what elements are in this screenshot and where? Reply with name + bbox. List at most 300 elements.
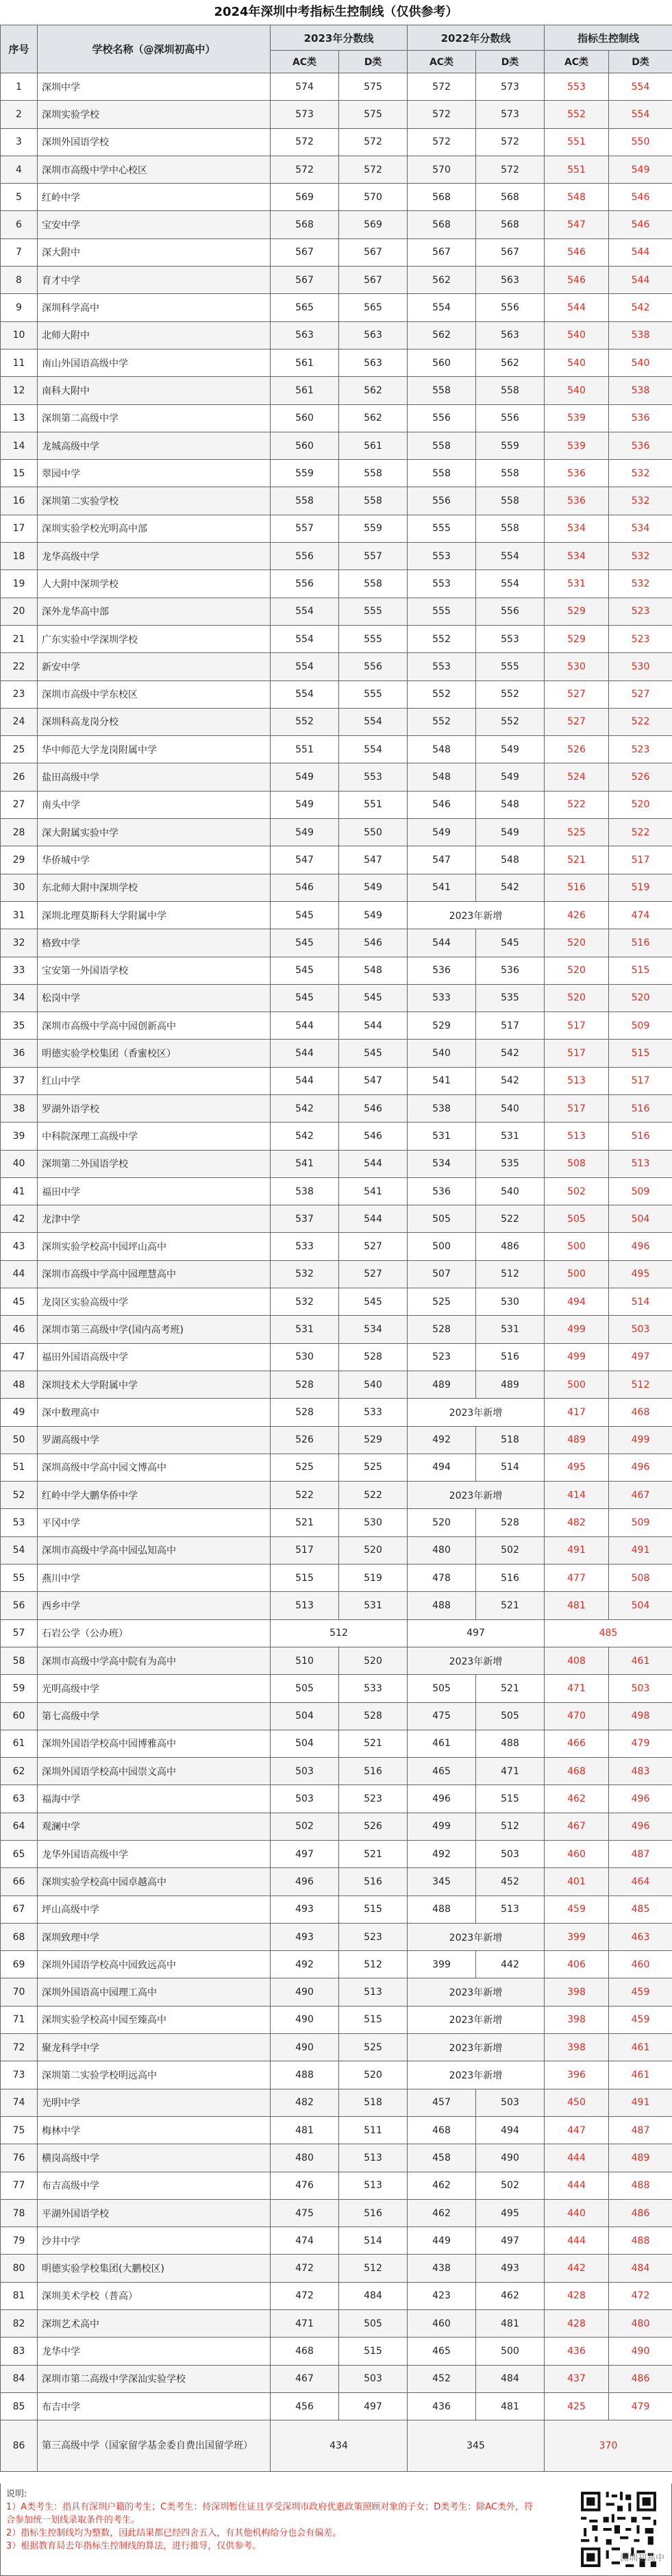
table-row bbox=[1, 1923, 672, 1950]
school-name: 深圳市第三高级中学(国内高考班) bbox=[38, 1316, 271, 1343]
control-line-ac: 495 bbox=[545, 1453, 609, 1481]
score-2022-d: 521 bbox=[476, 1592, 545, 1619]
control-line-d: 488 bbox=[609, 2172, 672, 2199]
score-2023-d: 554 bbox=[339, 736, 408, 763]
score-2023-ac: 496 bbox=[271, 1868, 339, 1896]
table-row bbox=[1, 984, 672, 1011]
table-row bbox=[1, 1896, 672, 1923]
score-2023-d: 555 bbox=[339, 680, 408, 708]
control-line-ac: 500 bbox=[545, 1371, 609, 1398]
row-seq: 27 bbox=[1, 791, 38, 818]
note-2022-new: 2023年新增 bbox=[408, 1978, 545, 2006]
score-2022-ac: 555 bbox=[408, 598, 476, 625]
row-seq: 67 bbox=[1, 1896, 38, 1923]
row-seq: 35 bbox=[1, 1012, 38, 1040]
row-seq: 75 bbox=[1, 2116, 38, 2144]
header-2023: 2023年分数线 bbox=[271, 25, 408, 51]
score-2023-ac: 545 bbox=[271, 957, 339, 984]
control-line-d: 544 bbox=[609, 238, 672, 266]
row-seq: 62 bbox=[1, 1758, 38, 1785]
table-row bbox=[1, 1343, 672, 1371]
control-line-ac: 525 bbox=[545, 819, 609, 846]
score-2022-ac: 541 bbox=[408, 874, 476, 901]
score-2023-d: 567 bbox=[339, 238, 408, 266]
control-line-ac: 513 bbox=[545, 1067, 609, 1094]
school-name: 翠园中学 bbox=[38, 460, 271, 487]
table-row bbox=[1, 1813, 672, 1840]
score-2022-ac: 465 bbox=[408, 2338, 476, 2365]
score-2023-ac: 525 bbox=[271, 1453, 339, 1481]
score-2022-ac: 572 bbox=[408, 73, 476, 101]
note-2022-new: 2023年新增 bbox=[408, 1923, 545, 1950]
table-row bbox=[1, 404, 672, 432]
score-2022-ac: 536 bbox=[408, 957, 476, 984]
score-2023-ac: 528 bbox=[271, 1399, 339, 1426]
row-seq: 69 bbox=[1, 1951, 38, 1978]
control-line-d: 496 bbox=[609, 1233, 672, 1260]
score-2022-d: 567 bbox=[476, 238, 545, 266]
control-line-d: 523 bbox=[609, 625, 672, 652]
control-line-ac: 517 bbox=[545, 1012, 609, 1040]
score-2023-ac: 560 bbox=[271, 432, 339, 459]
control-line-d: 542 bbox=[609, 294, 672, 321]
score-2023-ac: 480 bbox=[271, 2144, 339, 2172]
table-row bbox=[1, 267, 672, 294]
score-2023-ac: 544 bbox=[271, 1012, 339, 1040]
score-2023-d: 541 bbox=[339, 1177, 408, 1205]
control-line-ac: 425 bbox=[545, 2392, 609, 2420]
school-name: 深圳实验学校光明高中部 bbox=[38, 515, 271, 542]
score-2023-ac: 510 bbox=[271, 1647, 339, 1674]
control-line-d: 546 bbox=[609, 184, 672, 211]
score-2022-d: 542 bbox=[476, 1040, 545, 1067]
score-2022-d: 486 bbox=[476, 1233, 545, 1260]
row-seq: 71 bbox=[1, 2006, 38, 2033]
score-2023-d: 544 bbox=[339, 1205, 408, 1233]
score-2022-ac: 480 bbox=[408, 1536, 476, 1564]
control-line-ac: 527 bbox=[545, 708, 609, 735]
score-2022-ac: 436 bbox=[408, 2392, 476, 2420]
school-name: 龙津中学 bbox=[38, 1205, 271, 1233]
control-line-ac: 520 bbox=[545, 957, 609, 984]
control-line-d: 461 bbox=[609, 2061, 672, 2089]
score-2022-d: 572 bbox=[476, 156, 545, 183]
control-line-d: 532 bbox=[609, 543, 672, 570]
row-seq: 2 bbox=[1, 101, 38, 128]
score-2023-ac: 545 bbox=[271, 929, 339, 957]
score-2023-ac: 472 bbox=[271, 2255, 339, 2282]
row-seq: 79 bbox=[1, 2227, 38, 2255]
row-seq: 58 bbox=[1, 1647, 38, 1674]
score-2022-ac: 548 bbox=[408, 763, 476, 791]
score-2023-ac: 560 bbox=[271, 404, 339, 432]
control-line-d: 459 bbox=[609, 1978, 672, 2006]
score-2023-d: 523 bbox=[339, 1923, 408, 1950]
table-row bbox=[1, 238, 672, 266]
school-name: 深圳实验学校 bbox=[38, 101, 271, 128]
score-2022-d: 556 bbox=[476, 294, 545, 321]
score-2023-ac: 544 bbox=[271, 1040, 339, 1067]
control-line-ac: 534 bbox=[545, 515, 609, 542]
control-line-ac: 482 bbox=[545, 1509, 609, 1536]
table-row bbox=[1, 1233, 672, 1260]
row-seq: 30 bbox=[1, 874, 38, 901]
control-line-ac: 406 bbox=[545, 1951, 609, 1978]
table-row bbox=[1, 1067, 672, 1094]
score-2022-ac: 536 bbox=[408, 1177, 476, 1205]
score-2023-ac: 549 bbox=[271, 763, 339, 791]
score-2023-ac: 556 bbox=[271, 543, 339, 570]
row-seq: 48 bbox=[1, 1371, 38, 1398]
school-name: 沙井中学 bbox=[38, 2227, 271, 2255]
score-2023-d: 516 bbox=[339, 2199, 408, 2227]
score-2023-d: 515 bbox=[339, 2338, 408, 2365]
school-name: 广东实验中学深圳学校 bbox=[38, 625, 271, 652]
score-2022-d: 563 bbox=[476, 267, 545, 294]
table-row bbox=[1, 1205, 672, 1233]
score-2023-ac: 513 bbox=[271, 1592, 339, 1619]
table-row bbox=[1, 2116, 672, 2144]
score-2022-d: 556 bbox=[476, 404, 545, 432]
table-row bbox=[1, 156, 672, 183]
row-seq: 64 bbox=[1, 1813, 38, 1840]
school-name: 北师大附中 bbox=[38, 321, 271, 349]
score-2023-d: 556 bbox=[339, 653, 408, 680]
control-line-ac: 499 bbox=[545, 1316, 609, 1343]
row-seq: 44 bbox=[1, 1260, 38, 1288]
score-2023-d: 562 bbox=[339, 404, 408, 432]
score-2023-ac: 574 bbox=[271, 73, 339, 101]
score-2022-ac: 541 bbox=[408, 1067, 476, 1094]
score-2022-d: 548 bbox=[476, 846, 545, 874]
school-name: 深圳市高级中学中心校区 bbox=[38, 156, 271, 183]
score-2023-ac: 490 bbox=[271, 2006, 339, 2033]
table-row bbox=[1, 2089, 672, 2116]
score-2022-d: 531 bbox=[476, 1316, 545, 1343]
control-line-d: 534 bbox=[609, 515, 672, 542]
score-2023-d: 555 bbox=[339, 598, 408, 625]
row-seq: 81 bbox=[1, 2282, 38, 2309]
school-name: 深圳第二实验学校明远高中 bbox=[38, 2061, 271, 2089]
control-line-d: 472 bbox=[609, 2282, 672, 2309]
score-2022-d: 515 bbox=[476, 1785, 545, 1813]
row-seq: 17 bbox=[1, 515, 38, 542]
school-name: 深圳市高级中学高中园弘知高中 bbox=[38, 1536, 271, 1564]
score-2022-ac: 489 bbox=[408, 1371, 476, 1398]
score-2022-d: 552 bbox=[476, 708, 545, 735]
control-line-d: 536 bbox=[609, 432, 672, 459]
control-line-ac: 530 bbox=[545, 653, 609, 680]
score-2023-ac: 547 bbox=[271, 846, 339, 874]
score-2022-d: 500 bbox=[476, 2338, 545, 2365]
school-name: 宝安第一外国语学校 bbox=[38, 957, 271, 984]
score-2022-d: 462 bbox=[476, 2282, 545, 2309]
control-line-d: 532 bbox=[609, 460, 672, 487]
control-line-ac: 468 bbox=[545, 1758, 609, 1785]
table-row bbox=[1, 1868, 672, 1896]
score-2022-ac: 562 bbox=[408, 321, 476, 349]
row-seq: 52 bbox=[1, 1482, 38, 1509]
note-2022-new: 2023年新增 bbox=[408, 2006, 545, 2033]
row-seq: 59 bbox=[1, 1675, 38, 1702]
score-2023-d: 527 bbox=[339, 1233, 408, 1260]
note-2022-new: 2023年新增 bbox=[408, 2061, 545, 2089]
control-line-d: 485 bbox=[609, 1896, 672, 1923]
score-2022-ac: 553 bbox=[408, 543, 476, 570]
score-2022-ac: 533 bbox=[408, 984, 476, 1011]
control-line-ac: 552 bbox=[545, 101, 609, 128]
control-line-ac: 500 bbox=[545, 1260, 609, 1288]
score-2022-ac: 562 bbox=[408, 267, 476, 294]
control-line-ac: 536 bbox=[545, 487, 609, 515]
control-line-d: 544 bbox=[609, 267, 672, 294]
school-name: 龙华中学 bbox=[38, 2338, 271, 2365]
table-row bbox=[1, 901, 672, 929]
score-2023-d: 548 bbox=[339, 957, 408, 984]
score-2023-d: 513 bbox=[339, 1978, 408, 2006]
score-2023-ac: 549 bbox=[271, 819, 339, 846]
score-2022-ac: 452 bbox=[408, 2365, 476, 2392]
score-2022-ac: 449 bbox=[408, 2227, 476, 2255]
school-name: 深圳外国语学校高中园致远高中 bbox=[38, 1951, 271, 1978]
row-seq: 6 bbox=[1, 211, 38, 238]
table-row bbox=[1, 1785, 672, 1813]
control-line-ac: 459 bbox=[545, 1896, 609, 1923]
row-seq: 46 bbox=[1, 1316, 38, 1343]
score-2023-ac: 554 bbox=[271, 680, 339, 708]
score-2022-ac: 560 bbox=[408, 349, 476, 376]
table-row bbox=[1, 680, 672, 708]
score-2023-ac: 551 bbox=[271, 736, 339, 763]
row-seq: 53 bbox=[1, 1509, 38, 1536]
score-2022-ac: 499 bbox=[408, 1813, 476, 1840]
score-2022-ac: 478 bbox=[408, 1565, 476, 1592]
score-2022-ac: 555 bbox=[408, 515, 476, 542]
row-seq: 76 bbox=[1, 2144, 38, 2172]
control-line-ac: 481 bbox=[545, 1592, 609, 1619]
control-line-ac: 466 bbox=[545, 1730, 609, 1757]
score-2023-d: 516 bbox=[339, 1758, 408, 1785]
school-name: 福田中学 bbox=[38, 1177, 271, 1205]
table-row bbox=[1, 570, 672, 598]
control-line-ac: 467 bbox=[545, 1813, 609, 1840]
score-2023-d: 559 bbox=[339, 515, 408, 542]
control-line-d: 536 bbox=[609, 404, 672, 432]
score-2022-d: 558 bbox=[476, 377, 545, 404]
school-name: 深圳市第二高级中学深汕实验学校 bbox=[38, 2365, 271, 2392]
row-seq: 49 bbox=[1, 1399, 38, 1426]
school-name: 华侨城中学 bbox=[38, 846, 271, 874]
score-2023-d: 515 bbox=[339, 2006, 408, 2033]
control-line-d: 496 bbox=[609, 1453, 672, 1481]
row-seq: 3 bbox=[1, 128, 38, 156]
row-seq: 55 bbox=[1, 1565, 38, 1592]
control-line-d: 549 bbox=[609, 156, 672, 183]
control-line-ac: 513 bbox=[545, 1123, 609, 1150]
score-2022-ac: 572 bbox=[408, 101, 476, 128]
score-2023-d: 545 bbox=[339, 1040, 408, 1067]
score-2023-d: 575 bbox=[339, 101, 408, 128]
control-line-ac: 551 bbox=[545, 128, 609, 156]
score-2022-d: 540 bbox=[476, 1177, 545, 1205]
school-name: 深圳实验学校高中园卓越高中 bbox=[38, 1868, 271, 1896]
score-2022-d: 518 bbox=[476, 1426, 545, 1453]
score-2022-d: 558 bbox=[476, 487, 545, 515]
control-line-ac: 517 bbox=[545, 1040, 609, 1067]
score-2023-ac: 530 bbox=[271, 1343, 339, 1371]
score-2023-combined: 434 bbox=[271, 2420, 408, 2472]
control-line-ac: 521 bbox=[545, 846, 609, 874]
score-2022-d: 531 bbox=[476, 1123, 545, 1150]
score-2022-ac: 538 bbox=[408, 1094, 476, 1122]
school-name: 福田外国语高级中学 bbox=[38, 1343, 271, 1371]
control-line-d: 513 bbox=[609, 1150, 672, 1177]
row-seq: 29 bbox=[1, 846, 38, 874]
score-2023-ac: 567 bbox=[271, 238, 339, 266]
score-2022-d: 542 bbox=[476, 874, 545, 901]
score-2022-ac: 496 bbox=[408, 1785, 476, 1813]
control-line-ac: 462 bbox=[545, 1785, 609, 1813]
score-2022-d: 517 bbox=[476, 1012, 545, 1040]
score-2022-d: 558 bbox=[476, 515, 545, 542]
score-2023-d: 546 bbox=[339, 1123, 408, 1150]
score-2023-d: 505 bbox=[339, 2310, 408, 2338]
score-2022-d: 502 bbox=[476, 2172, 545, 2199]
table-row bbox=[1, 763, 672, 791]
score-2022-d: 521 bbox=[476, 1675, 545, 1702]
score-2022-ac: 556 bbox=[408, 487, 476, 515]
score-2023-d: 522 bbox=[339, 1482, 408, 1509]
score-2023-ac: 497 bbox=[271, 1841, 339, 1868]
control-line-d: 520 bbox=[609, 791, 672, 818]
school-name: 聚龙科学中学 bbox=[38, 2034, 271, 2061]
control-line-ac: 428 bbox=[545, 2310, 609, 2338]
control-line-ac: 499 bbox=[545, 1343, 609, 1371]
score-2023-ac: 502 bbox=[271, 1813, 339, 1840]
score-2023-ac: 561 bbox=[271, 377, 339, 404]
score-2022-ac: 558 bbox=[408, 432, 476, 459]
school-name: 中科院深理工高级中学 bbox=[38, 1123, 271, 1150]
table-row bbox=[1, 1260, 672, 1288]
table-row bbox=[1, 1040, 672, 1067]
score-2022-ac: 461 bbox=[408, 1730, 476, 1757]
header-2023-d: D类 bbox=[339, 51, 408, 73]
school-name: 南山外国语高级中学 bbox=[38, 349, 271, 376]
control-line-d: 463 bbox=[609, 1923, 672, 1950]
score-2022-d: 535 bbox=[476, 984, 545, 1011]
control-line-d: 489 bbox=[609, 2144, 672, 2172]
row-seq: 26 bbox=[1, 763, 38, 791]
school-name: 深圳中学 bbox=[38, 73, 271, 101]
score-2022-d: 573 bbox=[476, 73, 545, 101]
school-name: 红岭中学 bbox=[38, 184, 271, 211]
table-row bbox=[1, 2172, 672, 2199]
table-row bbox=[1, 1371, 672, 1398]
control-line-d: 520 bbox=[609, 984, 672, 1011]
row-seq: 39 bbox=[1, 1123, 38, 1150]
control-line-d: 515 bbox=[609, 957, 672, 984]
table-row bbox=[1, 377, 672, 404]
row-seq: 77 bbox=[1, 2172, 38, 2199]
score-2023-ac: 476 bbox=[271, 2172, 339, 2199]
score-2023-ac: 504 bbox=[271, 1702, 339, 1730]
score-2023-ac: 552 bbox=[271, 708, 339, 735]
row-seq: 24 bbox=[1, 708, 38, 735]
control-line-ac: 502 bbox=[545, 1177, 609, 1205]
school-name: 坪山高级中学 bbox=[38, 1896, 271, 1923]
score-2023-ac: 565 bbox=[271, 294, 339, 321]
header-2023-ac: AC类 bbox=[271, 51, 339, 73]
score-2022-d: 494 bbox=[476, 2116, 545, 2144]
control-line-d: 554 bbox=[609, 73, 672, 101]
score-2022-ac: 529 bbox=[408, 1012, 476, 1040]
score-2022-ac: 462 bbox=[408, 2172, 476, 2199]
school-name: 人大附中深圳学校 bbox=[38, 570, 271, 598]
school-name: 布吉高级中学 bbox=[38, 2172, 271, 2199]
control-line-d: 503 bbox=[609, 1675, 672, 1702]
row-seq: 70 bbox=[1, 1978, 38, 2006]
control-line-d: 554 bbox=[609, 101, 672, 128]
control-line-ac: 536 bbox=[545, 460, 609, 487]
control-line-ac: 440 bbox=[545, 2199, 609, 2227]
score-2022-ac: 492 bbox=[408, 1841, 476, 1868]
control-line-d: 474 bbox=[609, 901, 672, 929]
score-2022-ac: 507 bbox=[408, 1260, 476, 1288]
table-row bbox=[1, 487, 672, 515]
table-row bbox=[1, 1094, 672, 1122]
control-line-d: 523 bbox=[609, 736, 672, 763]
score-2023-d: 521 bbox=[339, 1730, 408, 1757]
note-2022-new: 2023年新增 bbox=[408, 1482, 545, 1509]
table-row bbox=[1, 184, 672, 211]
score-2023-d: 520 bbox=[339, 2061, 408, 2089]
score-2022-d: 558 bbox=[476, 460, 545, 487]
score-2023-ac: 532 bbox=[271, 1260, 339, 1288]
row-seq: 23 bbox=[1, 680, 38, 708]
score-2023-ac: 482 bbox=[271, 2089, 339, 2116]
score-2022-ac: 528 bbox=[408, 1316, 476, 1343]
control-line-ac: 437 bbox=[545, 2365, 609, 2392]
score-2023-ac: 556 bbox=[271, 570, 339, 598]
score-2022-d: 488 bbox=[476, 1730, 545, 1757]
score-2022-ac: 552 bbox=[408, 625, 476, 652]
row-seq: 38 bbox=[1, 1094, 38, 1122]
score-2022-d: 573 bbox=[476, 101, 545, 128]
table-row bbox=[1, 294, 672, 321]
school-name: 观澜中学 bbox=[38, 1813, 271, 1840]
score-2022-ac: 540 bbox=[408, 1040, 476, 1067]
school-name: 深圳市高级中学高中园理慧高中 bbox=[38, 1260, 271, 1288]
row-seq: 72 bbox=[1, 2034, 38, 2061]
row-seq: 22 bbox=[1, 653, 38, 680]
score-2022-ac: 553 bbox=[408, 653, 476, 680]
score-2022-ac: 462 bbox=[408, 2199, 476, 2227]
row-seq: 11 bbox=[1, 349, 38, 376]
control-line-d: 532 bbox=[609, 570, 672, 598]
table-row bbox=[1, 708, 672, 735]
score-2023-d: 575 bbox=[339, 73, 408, 101]
score-2022-ac: 520 bbox=[408, 1509, 476, 1536]
control-line-d: 515 bbox=[609, 1040, 672, 1067]
school-name: 深外龙华高中部 bbox=[38, 598, 271, 625]
table-row bbox=[1, 1978, 672, 2006]
table-row bbox=[1, 598, 672, 625]
school-name: 石岩公学（公办班） bbox=[38, 1619, 271, 1647]
table-row bbox=[1, 625, 672, 652]
control-line-ac: 444 bbox=[545, 2144, 609, 2172]
score-2023-d: 513 bbox=[339, 2144, 408, 2172]
table-row bbox=[1, 2227, 672, 2255]
